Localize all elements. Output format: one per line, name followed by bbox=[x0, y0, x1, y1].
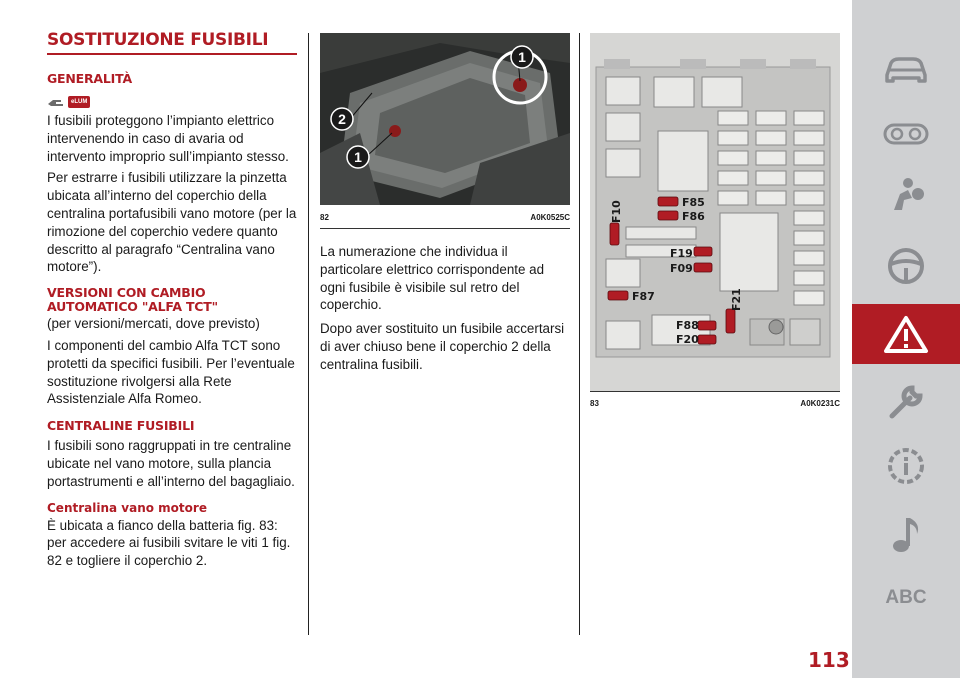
sidebar-item-dashboard[interactable] bbox=[852, 104, 960, 164]
figure-code: A0K0231C bbox=[800, 399, 840, 408]
sidebar-item-index[interactable] bbox=[852, 568, 960, 628]
sidebar-item-maintenance[interactable] bbox=[852, 372, 960, 432]
fuse-label-f86: F86 bbox=[682, 210, 705, 223]
callout-1-top: 1 bbox=[518, 49, 526, 65]
column-divider bbox=[579, 33, 580, 635]
hand-icon bbox=[47, 96, 65, 108]
chapter-sidebar bbox=[852, 0, 960, 678]
sidebar-item-technical-data[interactable] bbox=[852, 436, 960, 496]
figure-82-photo bbox=[320, 33, 570, 205]
heading-centraline: CENTRALINE FUSIBILI bbox=[47, 418, 195, 434]
right-column bbox=[590, 33, 840, 408]
fuse-label-f09: F09 bbox=[670, 262, 693, 275]
index-label: ABC bbox=[885, 587, 927, 608]
page-number: 113 bbox=[808, 648, 850, 672]
left-column bbox=[47, 30, 297, 570]
elum-badge: eLUM bbox=[68, 96, 90, 108]
paragraph: (per versioni/mercati, dove previsto) bbox=[47, 316, 260, 332]
fuse-label-f10: F10 bbox=[610, 200, 623, 223]
fuse-label-f21: F21 bbox=[730, 288, 743, 311]
music-note-icon bbox=[889, 514, 923, 554]
callout-2: 2 bbox=[338, 111, 346, 127]
airbag-icon bbox=[886, 176, 926, 216]
fuse-label-f87: F87 bbox=[632, 290, 655, 303]
heading-generalita: GENERALITÀ bbox=[47, 71, 132, 86]
figure-code: A0K0525C bbox=[530, 213, 570, 222]
sidebar-item-safety[interactable] bbox=[852, 166, 960, 226]
sidebar-item-car[interactable] bbox=[852, 40, 960, 100]
figure-number: 82 bbox=[320, 213, 329, 222]
steering-wheel-icon bbox=[886, 246, 926, 286]
heading-vano-motore: Centralina vano motore bbox=[47, 500, 207, 515]
heading-versioni: VERSIONI CON CAMBIO AUTOMATICO "ALFA TCT" bbox=[47, 285, 218, 315]
dashboard-icon bbox=[883, 122, 929, 146]
paragraph: I componenti del cambio Alfa TCT sono protetti da specifici fusibili. Per l’eventuale sostituzione rivolgersi alla Rete Assistenziale Alfa Romeo. bbox=[47, 337, 295, 407]
fuse-label-f19: F19 bbox=[670, 247, 693, 260]
engine-cover-illustration bbox=[320, 33, 570, 205]
column-divider bbox=[308, 33, 309, 635]
sidebar-item-driving[interactable] bbox=[852, 236, 960, 296]
page-title: SOSTITUZIONE FUSIBILI bbox=[47, 30, 297, 55]
paragraph: I fusibili sono raggruppati in tre centraline ubicate nel vano motore, sulla plancia portastrumenti e all’interno del bagagliaio. bbox=[47, 438, 295, 489]
fuse-label-f85: F85 bbox=[682, 196, 705, 209]
car-icon bbox=[883, 55, 929, 85]
paragraph: I fusibili proteggono l’impianto elettrico intervenendo in caso di avaria od intervento improprio sull’impianto stesso. bbox=[47, 113, 289, 164]
figure-83-fusebox bbox=[590, 33, 840, 391]
figure-82-caption bbox=[320, 205, 570, 229]
paragraph: È ubicata a fianco della batteria fig. 83: per accedere ai fusibili svitare le viti 1 fig. 82 e togliere il coperchio 2. bbox=[47, 517, 291, 569]
paragraph: Per estrarre i fusibili utilizzare la pinzetta ubicata all’interno del coperchio della centralina portafusibili vano motore (per la rimozione del coperchio vedere quanto descritto al paragrafo “Centralina vano motore”). bbox=[47, 170, 297, 275]
fusebox-diagram bbox=[590, 33, 840, 391]
callout-1-bottom: 1 bbox=[354, 149, 362, 165]
sidebar-item-emergency[interactable] bbox=[852, 304, 960, 364]
warning-triangle-icon bbox=[883, 314, 929, 354]
paragraph: La numerazione che individua il particolare elettrico corrispondente ad ogni fusibile è visibile sul retro del coperchio. bbox=[320, 244, 545, 313]
sidebar-item-multimedia[interactable] bbox=[852, 504, 960, 564]
icon-row bbox=[47, 96, 297, 108]
middle-column bbox=[320, 33, 570, 374]
paragraph: Dopo aver sostituito un fusibile accertarsi di aver chiuso bene il coperchio 2 della centralina fusibili. bbox=[320, 321, 565, 372]
info-gear-icon bbox=[885, 445, 927, 487]
fuse-label-f20: F20 bbox=[676, 333, 699, 346]
figure-83-caption bbox=[590, 391, 840, 408]
wrench-icon bbox=[886, 382, 926, 422]
fuse-label-f88: F88 bbox=[676, 319, 699, 332]
figure-number: 83 bbox=[590, 399, 599, 408]
